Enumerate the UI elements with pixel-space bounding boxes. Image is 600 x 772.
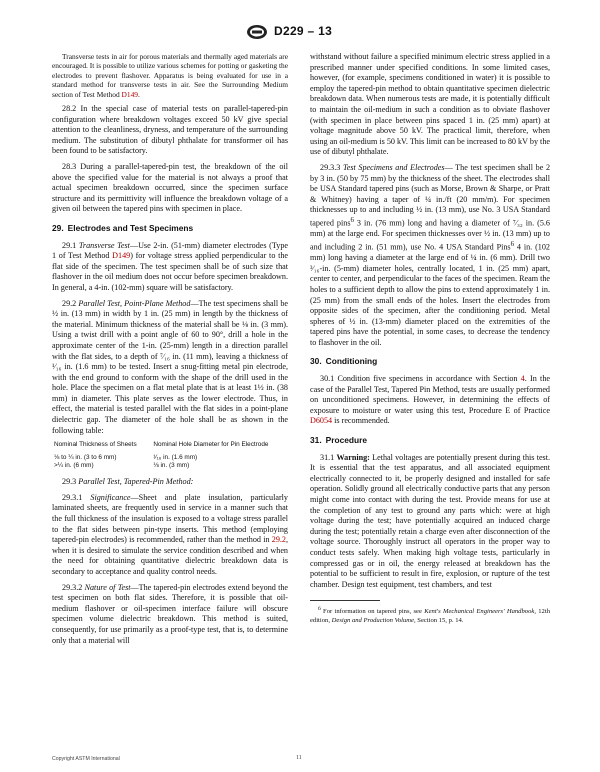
reference-link[interactable]: D6054 <box>310 416 333 426</box>
table-header: Nominal Hole Diameter for Pin Electrode <box>153 441 269 449</box>
hole-diameter-table <box>52 441 288 470</box>
warning-label: Warning: <box>336 452 370 462</box>
page-number: 11 <box>296 755 302 761</box>
paragraph-30-1: 30.1 Condition five specimens in accordance with Section 4. In the case of the Parallel Test, Tapered Pin Method, tests are usually performed on unconditioned specimens. However, in determining the effects of exposure to moisture or water using this test, Procedure E of Practice D6054 is recommended. <box>310 374 550 426</box>
section-heading-31: 31. Procedure <box>310 435 368 446</box>
paragraph-29-1: 29.1 Transverse Test—Use 2-in. (51-mm) diameter electrodes (Type 1 of Test Method D149) for voltage stress applied perpendicular to the flat side of the specimen. The test specimen shall be of such size that flashover in the oil medium does not occur before specimen breakdown. In general, a 4-in. (102-mm) square will be satisfactory. <box>52 240 288 292</box>
copyright-footer: Copyright ASTM International <box>52 756 120 762</box>
reference-link[interactable]: D149 <box>121 89 138 99</box>
footnote-marker: 6 <box>350 216 354 224</box>
paragraph-29-2: 29.2 Parallel Test, Point-Plane Method—The test specimens shall be ½ in. (13 mm) in width by 1 in. (25 mm) in length by the thickness of the material. Minimum thickness of the material shall be ⅛ in. (3 mm). Using a twist drill with a point angle of 60 to 90°, drill a hole in the approximate center of the 1-in. (25-mm) length in a direction parallel with the flat sides, to a depth of ⁷⁄₁₆ in. (11 mm), leaving a thickness of ¹⁄₁₆ in. (1.6 mm) to be tested. Insert a snug-fitting metal pin electrode, with the end ground to conform with the shape of the drill used in the hole. Place the specimen on a flat metal plate that is at least 1½ in. (38 mm) in diameter. This plate serves as the lower electrode. Thus, in effect, the material is tested parallel with the flat sides in a point-plane dielectric gap. The diameter of the hole shall be as shown in the following table: <box>52 298 289 435</box>
paragraph-29-3: 29.3 Parallel Test, Tapered-Pin Method: <box>62 477 194 487</box>
table-header: Nominal Thickness of Sheets <box>54 441 137 449</box>
paragraph-continuation: withstand without failure a specified minimum electric stress applied in a prescribed manner under specified conditions. In some limited cases, however, (for example, specimens conditioned in water) it is possible to employ the tapered-pin method to obtain quantitative specimen dielectric breakdown data. When numerous tests are made, it is potentially difficult to maintain the oil-medium in such a condition as to obviate flashover (with specimen in place between pins spaced 1 in. (25 mm) apart) at voltage magnitude above 50 kV. The practical limit, therefore, when using an oil-medium is 50 kV. This limit can be increased to 80 kV by the use of dibutyl phthalate. <box>310 52 550 157</box>
paragraph-29-3-1: 29.3.1 Significance—Sheet and plate insulation, particularly laminated sheets, are frequently used in service in a manner such that the full thickness of the insulation is exposed to a voltage stress parallel to the flat sides between pin-type inserts. This method (employing tapered-pin electrodes) is recommended, rather than the method in 29.2, when it is desired to simulate the service condition described and when the need for obtaining quantitative dielectric breakdown data is secondary to acceptance and quality control needs. <box>52 492 288 576</box>
document-id: D229 – 13 <box>274 24 333 38</box>
section-heading-30: 30. Conditioning <box>310 356 378 367</box>
astm-logo-icon <box>246 24 268 40</box>
page-header <box>0 22 600 44</box>
section-heading-29: 29. Electrodes and Test Specimens <box>52 222 194 233</box>
footnote-divider <box>310 600 380 601</box>
left-column <box>52 52 288 651</box>
paragraph-31-1: 31.1 Warning: Lethal voltages are potentially present during this test. It is essential that the test apparatus, and all associated equipment electrically connected to it, be properly designed and installed for safe operation. Solidly ground all electrically conductive parts that any person might come into contact with during the test. Provide means for use at the completion of any test to ground any parts which: were at high voltage during the test; have potentially acquired an induced charge during the test; potentially retain a charge even after disconnection of the voltage source. Thoroughly instruct all operators in the proper way to conduct tests safely. When making high voltage tests, particularly in compressed gas or in oil, the energy released at breakdown has the potential to be sufficient to result in fire, explosion, or rupture of the test chamber. Design test equipment, test chambers, and test <box>310 452 551 589</box>
table-cell: >¼ in. (6 mm) <box>54 462 94 470</box>
paragraph-28-3: 28.3 During a parallel-tapered-pin test, the breakdown of the oil above the specified value for the material is not always a proof that actual specimen breakdown occurred, since the specimen surface structure and its permittivity will influence the breakdown voltage of a given oil between the tapered pins with specimen in place. <box>52 162 288 214</box>
table-cell: ⅛ in. (3 mm) <box>153 462 190 470</box>
table-row <box>52 462 288 470</box>
paragraph-29-3-3: 29.3.3 Test Specimens and Electrodes— The test specimen shall be 2 by 3 in. (50 by 75 mm) by the thickness of the sheet. The electrodes shall be USA Standard tapered pins (such as Morse, Brown & Sharpe, or Pratt & Whitney) having a taper of ¼ in./ft (20 mm/m). For specimen thicknesses up to and including ½ in. (13 mm), use No. 3 USA Standard tapered pins$^6$ 3 in. (76 mm) long and having a diameter of ⁷⁄₃₂ in. (5.6 mm) at the large end. For specimen thicknesses over ½ in. (13 mm) up to and including 2 in. (51 mm), use No. 4 USA Standard Pins$^6$ 4 in. (102 mm) long having a diameter at the large end of ¼ in. (6 mm). Drill two ³⁄₁₆-in. (5-mm) diameter holes, centrally located, 1 in. (25 mm) apart, center to center, and perpendicular to the faces of the specimen. Ream the holes to a sufficient depth to allow the pins to extend approximately 1 in. (25 mm) from the small ends of the holes. Insert the electrodes from opposite sides of the specimen, after the conditioning period. Metal spheres of ½ in. (13-mm) diameter placed on the extremities of the tapered pins have the potential, in some cases, to decrease the tendency to flashover in the oil. <box>310 162 551 347</box>
footnote-marker: 6 <box>510 240 514 248</box>
right-column <box>310 52 550 631</box>
note-paragraph: Transverse tests in air for porous materials and thermally aged materials are encouraged. It is possible to utilize various schemes for potting or gasketing the electrodes to prevent flashover. Apparatus is being evaluated for use in a standard method for transverse tests in air. See the Surrounding Medium section of Test Method D149. <box>52 52 288 99</box>
table-cell: ⅛ to ¼ in. (3 to 6 mm) <box>54 454 117 462</box>
paragraph-29-3-2: 29.3.2 Nature of Test—The tapered-pin electrodes extend beyond the test specimen on both flat sides. Therefore, it is possible that oil-medium flashover or oil-specimen interface failure will obscure specimen volume dielectric breakdown. This method is suited, consequently, for use primarily as a proof-type test, that is, to determine only that a material will <box>52 582 289 645</box>
table-cell: ¹⁄₁₆ in. (1.6 mm) <box>153 454 198 462</box>
footnote: $^6$ For information on tapered pins, see Kent's Mechanical Engineers' Handbook, 12th edition, Design and Production Volume, Section 15, p. 14. <box>310 606 550 625</box>
reference-link[interactable]: 4 <box>520 374 525 384</box>
reference-link[interactable]: D149 <box>112 251 131 261</box>
paragraph-28-2: 28.2 In the special case of material tests on parallel-tapered-pin configuration where breakdown voltages exceed 50 kV give special attention to the cleanliness, dryness, and temperature of the surrounding medium. The substitution of dibutyl phthalate for transformer oil has been found to be satisfactory. <box>52 104 288 156</box>
reference-link[interactable]: 29.2 <box>271 535 286 545</box>
table-row <box>52 454 288 462</box>
